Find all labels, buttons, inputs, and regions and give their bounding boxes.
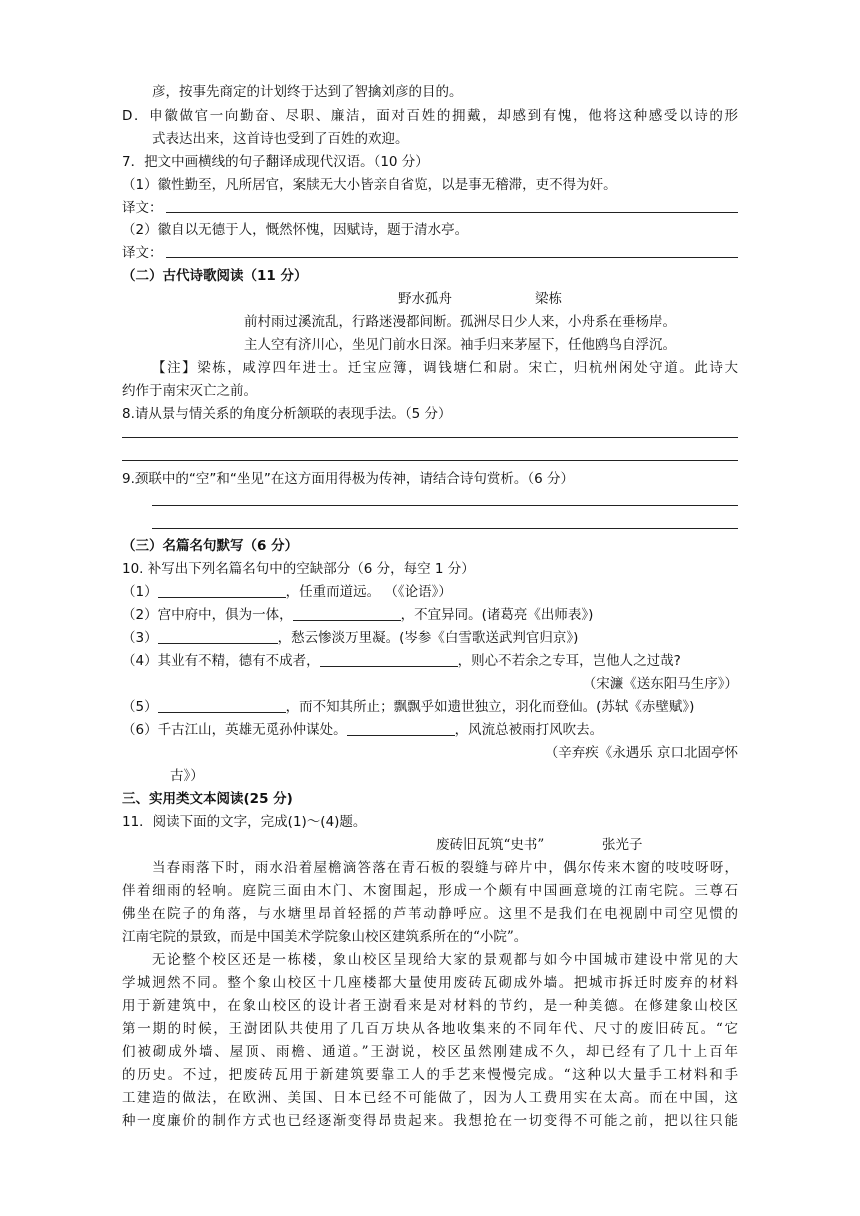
article-line: 工建造的做法，在欧洲、美国、日本已经不可能做了，因为人工费用实在太高。而在中国，这: [122, 1090, 738, 1106]
translation-label-1: 译文：: [122, 200, 163, 216]
answer-line: [166, 212, 738, 213]
question-11: 11．阅读下面的文字，完成(1)～(4)题。: [122, 814, 367, 830]
article-line: 佛坐在院子的角落，与水塘里昂首轻摇的芦苇动静呼应。这里不是我们在电视剧中司空见惯的: [122, 906, 738, 922]
text-line: 彦，按事先商定的计划终于达到了智擒刘彦的目的。: [152, 84, 463, 100]
fill-item-3: （3） ，愁云惨淡万里凝。(岑参《白雪歌送武判官归京》): [122, 630, 579, 646]
article-line: 当春雨落下时，雨水沿着屋檐滴答落在青石板的裂缝与碎片中，偶尔传来木窗的吱吱呀呀，: [152, 860, 738, 876]
fill-item-6-source-cont: 古》）: [170, 768, 204, 784]
sentence-1: （1）徽性勤至，凡所居官，案牍无大小皆亲自省览，以是事无稽滞，吏不得为奸。: [122, 177, 617, 193]
article-line: 们被砌成外墙、屋顶、雨檐、通道。”王澍说，校区虽然刚建成不久，却已经有了几十上百年: [122, 1044, 738, 1060]
article-line: 用于新建筑中，在象山校区的设计者王澍看来是对材料的节约，是一种美德。在修建象山校区: [122, 998, 738, 1014]
sentence-2: （2）徽自以无德于人，慨然怀愧，因赋诗，题于清水亭。: [122, 222, 469, 238]
poem-title: 野水孤舟: [398, 291, 452, 307]
fill-item-1: （1） ，任重而道远。 （《论语》）: [122, 584, 452, 600]
blank-field[interactable]: [158, 582, 286, 598]
answer-line: [122, 437, 738, 438]
fill-item-2: （2）宫中府中，俱为一体， ，不宜异同。(诸葛亮《出师表》): [122, 607, 594, 623]
question-8: 8.请从景与情关系的角度分析颔联的表现手法。（5 分）: [122, 406, 452, 422]
fill-item-6: （6）千古江山，英雄无觅孙仲谋处。 ，风流总被雨打风吹去。: [122, 722, 604, 738]
section-heading-dictation: （三）名篇名句默写（6 分）: [122, 538, 299, 554]
article-line: 种一度廉价的制作方式也已经逐渐变得昂贵起来。我想抢在一切变得不可能之前，把以往只能: [122, 1113, 738, 1129]
answer-line: [152, 528, 738, 529]
answer-line: [122, 460, 738, 461]
poem-note-cont: 约作于南宋灭亡之前。: [122, 383, 257, 399]
article-line: 学城迥然不同。整个象山校区十几座楼都大量使用废砖瓦砌成外墙。把城市拆迁时废弃的材料: [122, 975, 738, 991]
fill-item-6-source: （辛弃疾《永遇乐 京口北固亭怀: [544, 745, 738, 761]
fill-item-4: （4）其业有不精，德有不成者， ，则心不若余之专耳，岂他人之过哉?: [122, 653, 681, 669]
blank-field[interactable]: [158, 628, 278, 644]
blank-field[interactable]: [158, 697, 286, 713]
answer-line: [166, 257, 738, 258]
article-line: 的历史。不过，把废砖瓦用于新建筑要靠工人的手艺来慢慢完成。“这种以大量手工材料和手: [122, 1067, 738, 1083]
fill-item-4-source: （宋濂《送东阳马生序》）: [582, 676, 738, 692]
article-author: 张光子: [602, 837, 643, 853]
blank-field[interactable]: [293, 605, 401, 621]
question-7: 7．把文中画横线的句子翻译成现代汉语。（10 分）: [122, 154, 429, 170]
article-line: 伴着细雨的轻响。庭院三面由木门、木窗围起，形成一个颇有中国画意境的江南宅院。三尊石: [122, 883, 738, 899]
poem-note: 【注】梁栋，咸淳四年进士。迁宝应簿，调钱塘仁和尉。宋亡，归杭州闲处守道。此诗大: [152, 360, 738, 376]
article-line: 无论整个校区还是一栋楼，象山校区呈现给大家的景观都与如今中国城市建设中常见的大: [152, 952, 738, 968]
part-heading-practical: 三、实用类文本阅读(25 分): [122, 791, 293, 807]
text-line: 式表达出来，这首诗也受到了百姓的欢迎。: [152, 131, 409, 147]
article-line: 第一期的时候，王澍团队共使用了几百万块从各地收集来的不同年代、尺寸的废旧砖瓦。“它: [122, 1021, 738, 1037]
blank-field[interactable]: [347, 720, 455, 736]
section-heading-poetry: （二）古代诗歌阅读（11 分）: [122, 268, 308, 284]
option-d-line: D．申徽做官一向勤奋、尽职、廉洁，面对百姓的拥戴，却感到有愧，他将这种感受以诗的形: [122, 108, 738, 124]
poem-author: 梁栋: [535, 291, 562, 307]
question-9: 9.颈联中的“空”和“坐见”在这方面用得极为传神，请结合诗句赏析。（6 分）: [122, 471, 574, 487]
question-10: 10. 补写出下列名篇名句中的空缺部分（6 分，每空 1 分）: [122, 561, 475, 577]
blank-field[interactable]: [320, 651, 458, 667]
article-title: 废砖旧瓦筑“史书”: [436, 837, 545, 853]
fill-item-5: （5） ，而不知其所止；飘飘乎如遗世独立，羽化而登仙。(苏轼《赤壁赋》): [122, 699, 695, 715]
article-line: 江南宅院的景致，而是中国美术学院象山校区建筑系所在的“小院”。: [122, 929, 528, 945]
poem-line-2: 主人空有济川心，坐见门前水日深。袖手归来茅屋下，任他鸥鸟自浮沉。: [244, 337, 676, 353]
answer-line: [152, 505, 738, 506]
poem-line-1: 前村雨过溪流乱，行路迷漫都间断。孤洲尽日少人来，小舟系在垂杨岸。: [244, 314, 676, 330]
translation-label-2: 译文：: [122, 245, 163, 261]
